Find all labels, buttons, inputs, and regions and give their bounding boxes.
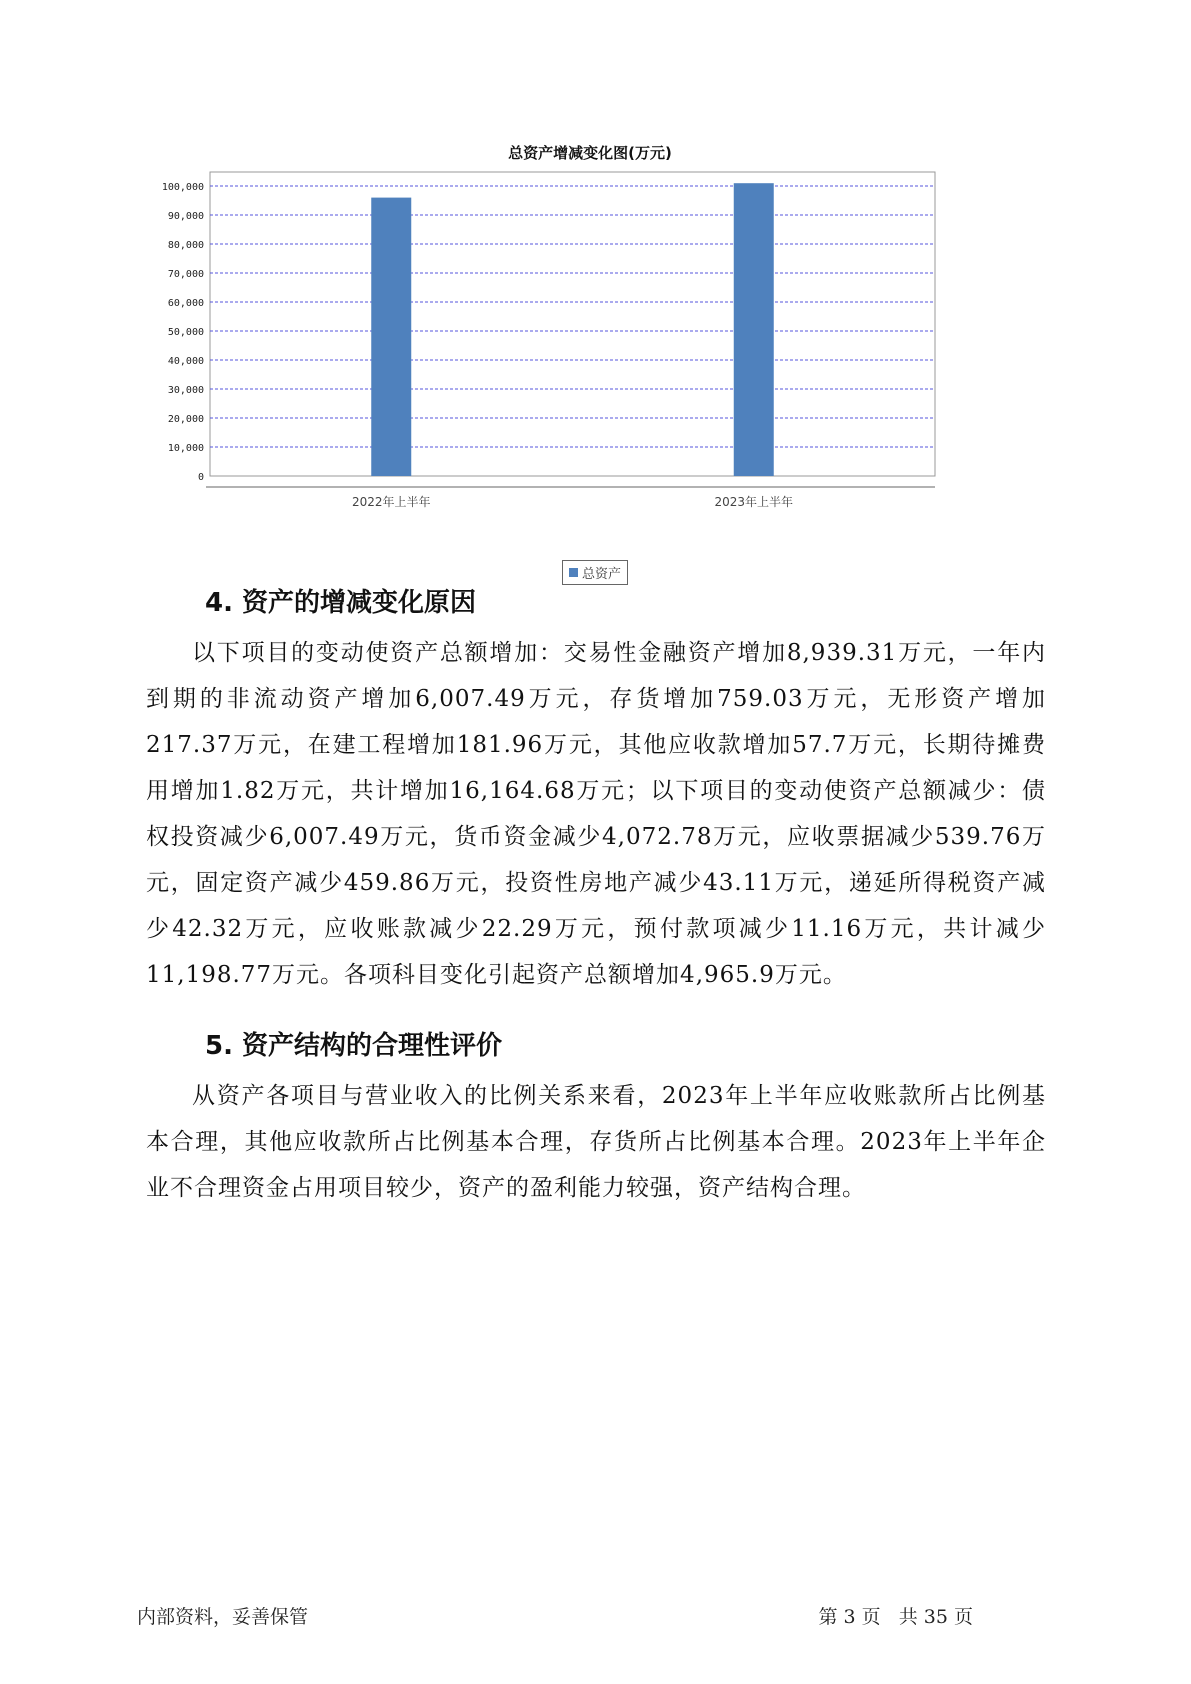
y-tick-label: 100,000 — [161, 182, 204, 193]
y-tick-label: 0 — [197, 472, 204, 483]
y-tick-label: 40,000 — [167, 356, 204, 367]
chart-title: 总资产增减变化图(万元) — [508, 144, 672, 162]
section-body-4: 以下项目的变动使资产总额增加：交易性金融资产增加8,939.31万元，一年内到期的非流动资产增加6,007.49万元，存货增加759.03万元，无形资产增加217.37万元，在建工程增加181.96万元，其他应收款增加57.7万元，长期待摊费用增加1.82万元，共计增加16,164.68万元；以下项目的变动使资产总额减少：债权投资减少6,007.49万元，货币资金减少4,072.78万元，应收票据减少539.76万元，固定资产减少459.86万元，投资性房地产减少43.11万元，递延所得税资产减少42.32万元，应收账款减少22.29万元，预付款项减少11.16万元，共计减少11,198.77万元。各项科目变化引起资产总额增加4,965.9万元。 — [146, 640, 1046, 988]
total-assets-chart — [150, 130, 1030, 600]
footer-confidential: 内部资料，妥善保管 — [137, 1606, 309, 1628]
section-heading-5: 5. 资产结构的合理性评价 — [205, 1031, 503, 1061]
bar — [371, 198, 411, 476]
y-tick-label: 30,000 — [167, 385, 204, 396]
footer-page-number: 第 3 页 共 35 页 — [818, 1606, 973, 1628]
chart-canvas — [150, 130, 1030, 550]
plot-frame — [210, 172, 935, 476]
y-tick-label: 50,000 — [167, 327, 204, 338]
section-body-5: 从资产各项目与营业收入的比例关系来看，2023年上半年应收账款所占比例基本合理，其他应收款所占比例基本合理，存货所占比例基本合理。2023年上半年企业不合理资金占用项目较少，资产的盈利能力较强，资产结构合理。 — [146, 1083, 1046, 1201]
y-tick-label: 10,000 — [167, 443, 204, 454]
legend-swatch — [569, 568, 578, 577]
bar — [734, 183, 774, 476]
y-tick-label: 20,000 — [167, 414, 204, 425]
y-tick-label: 90,000 — [167, 211, 204, 222]
y-tick-label: 70,000 — [167, 269, 204, 280]
x-tick-label: 2022年上半年 — [351, 495, 431, 509]
section-heading-4: 4. 资产的增减变化原因 — [205, 588, 477, 618]
legend-label: 总资产 — [582, 567, 622, 582]
y-tick-label: 80,000 — [167, 240, 204, 251]
y-tick-label: 60,000 — [167, 298, 204, 309]
chart-legend — [562, 560, 628, 585]
x-tick-label: 2023年上半年 — [714, 495, 794, 509]
